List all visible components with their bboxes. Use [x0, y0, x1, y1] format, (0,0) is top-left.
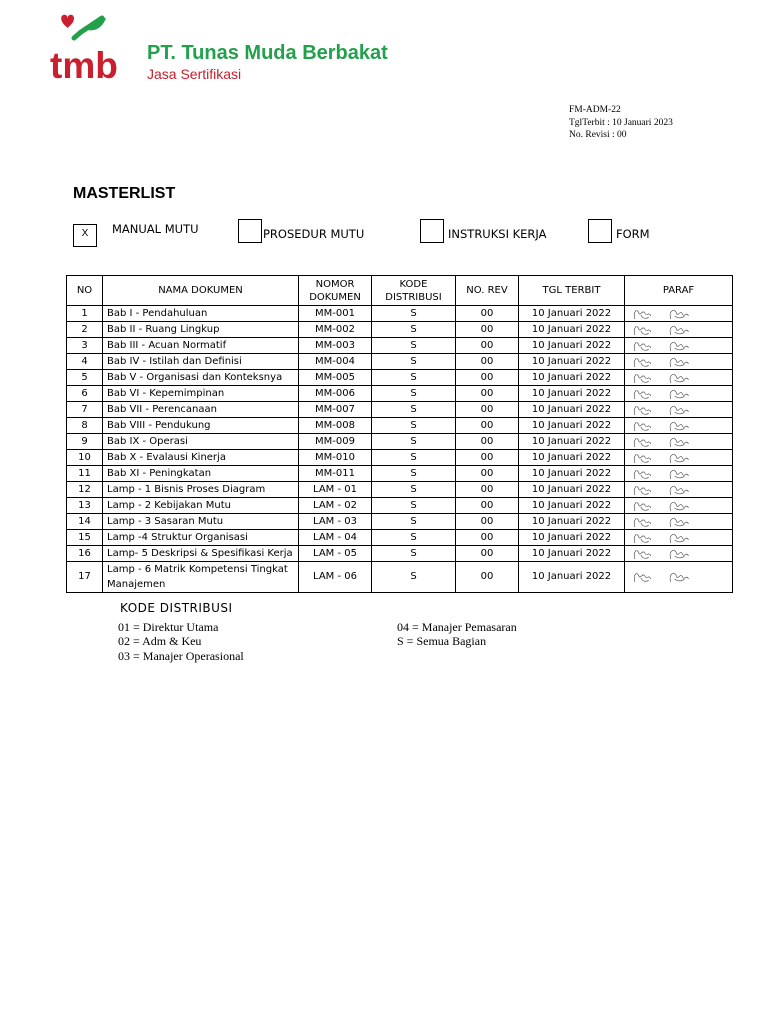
cell-no: 10 — [67, 450, 103, 466]
cell-no: 7 — [67, 402, 103, 418]
cell-tgl-terbit: 10 Januari 2022 — [519, 354, 625, 370]
cell-no: 14 — [67, 514, 103, 530]
cell-no-rev: 00 — [456, 466, 519, 482]
cell-no-rev: 00 — [456, 482, 519, 498]
cell-kode-distribusi: S — [372, 370, 456, 386]
cell-paraf — [625, 386, 733, 402]
cell-kode-distribusi: S — [372, 354, 456, 370]
cell-nama-dokumen: Bab X - Evalausi Kinerja — [103, 450, 299, 466]
kode-item: 02 = Adm & Keu — [118, 634, 202, 648]
table-row — [67, 482, 733, 498]
cell-tgl-terbit: 10 Januari 2022 — [519, 450, 625, 466]
revision-number: No. Revisi : 00 — [569, 130, 627, 140]
signature-icon — [625, 467, 732, 481]
cell-no: 17 — [67, 562, 103, 593]
cell-no-rev: 00 — [456, 498, 519, 514]
cell-tgl-terbit: 10 Januari 2022 — [519, 386, 625, 402]
cell-paraf — [625, 418, 733, 434]
cell-nama-dokumen: Bab VIII - Pendukung — [103, 418, 299, 434]
cell-kode-distribusi: S — [372, 386, 456, 402]
signature-icon — [625, 355, 732, 369]
cell-no-rev: 00 — [456, 354, 519, 370]
cell-nomor-dokumen: MM-003 — [299, 338, 372, 354]
cell-paraf — [625, 514, 733, 530]
cell-nomor-dokumen: MM-005 — [299, 370, 372, 386]
cell-nama-dokumen: Bab II - Ruang Lingkup — [103, 322, 299, 338]
cell-tgl-terbit: 10 Januari 2022 — [519, 562, 625, 593]
cell-nomor-dokumen: MM-008 — [299, 418, 372, 434]
cell-tgl-terbit: 10 Januari 2022 — [519, 466, 625, 482]
cell-nomor-dokumen: MM-004 — [299, 354, 372, 370]
cell-nomor-dokumen: MM-011 — [299, 466, 372, 482]
cell-no: 15 — [67, 530, 103, 546]
table-header-row — [67, 276, 733, 306]
cell-paraf — [625, 546, 733, 562]
cell-nama-dokumen: Lamp - 1 Bisnis Proses Diagram — [103, 482, 299, 498]
cell-no: 16 — [67, 546, 103, 562]
cell-paraf — [625, 354, 733, 370]
table-row — [67, 530, 733, 546]
table-row — [67, 546, 733, 562]
signature-icon — [625, 531, 732, 545]
cell-tgl-terbit: 10 Januari 2022 — [519, 546, 625, 562]
kode-item: 01 = Direktur Utama — [118, 620, 219, 634]
cell-tgl-terbit: 10 Januari 2022 — [519, 322, 625, 338]
cell-no-rev: 00 — [456, 450, 519, 466]
cell-kode-distribusi: S — [372, 402, 456, 418]
cell-kode-distribusi: S — [372, 530, 456, 546]
signature-icon — [625, 451, 732, 465]
company-name: PT. Tunas Muda Berbakat — [147, 42, 388, 64]
cell-nomor-dokumen: MM-010 — [299, 450, 372, 466]
signature-icon — [625, 307, 732, 321]
signature-icon — [625, 570, 732, 584]
company-tagline: Jasa Sertifikasi — [147, 66, 242, 82]
header-kode-distribusi: KODE DISTRIBUSI — [372, 276, 456, 306]
cell-nomor-dokumen: LAM - 01 — [299, 482, 372, 498]
cell-tgl-terbit: 10 Januari 2022 — [519, 306, 625, 322]
table-row — [67, 514, 733, 530]
cell-no-rev: 00 — [456, 338, 519, 354]
cell-kode-distribusi: S — [372, 562, 456, 593]
checkbox-manual-mutu[interactable]: X — [73, 224, 97, 247]
cell-tgl-terbit: 10 Januari 2022 — [519, 514, 625, 530]
cell-nama-dokumen: Bab IX - Operasi — [103, 434, 299, 450]
cell-no-rev: 00 — [456, 322, 519, 338]
cell-paraf — [625, 434, 733, 450]
cell-no: 5 — [67, 370, 103, 386]
header-no-rev: NO. REV — [456, 276, 519, 306]
cell-kode-distribusi: S — [372, 546, 456, 562]
cell-kode-distribusi: S — [372, 450, 456, 466]
cell-no-rev: 00 — [456, 418, 519, 434]
table-row — [67, 402, 733, 418]
cell-nomor-dokumen: MM-007 — [299, 402, 372, 418]
cell-tgl-terbit: 10 Januari 2022 — [519, 482, 625, 498]
table-row — [67, 466, 733, 482]
signature-icon — [625, 435, 732, 449]
checkbox-prosedur-mutu[interactable] — [238, 219, 262, 243]
cell-no: 9 — [67, 434, 103, 450]
kode-item: S = Semua Bagian — [397, 634, 487, 648]
kode-item: 04 = Manajer Pemasaran — [397, 620, 517, 634]
company-logo — [50, 14, 130, 84]
checkbox-form[interactable] — [588, 219, 612, 243]
cell-no: 6 — [67, 386, 103, 402]
label-form: FORM — [616, 227, 650, 241]
masterlist-table — [66, 275, 733, 593]
cell-nomor-dokumen: MM-006 — [299, 386, 372, 402]
cell-paraf — [625, 370, 733, 386]
cell-tgl-terbit: 10 Januari 2022 — [519, 402, 625, 418]
cell-kode-distribusi: S — [372, 338, 456, 354]
cell-no: 1 — [67, 306, 103, 322]
cell-nama-dokumen: Bab IV - Istilah dan Definisi — [103, 354, 299, 370]
cell-paraf — [625, 338, 733, 354]
kode-item: 03 = Manajer Operasional — [118, 649, 244, 663]
signature-icon — [625, 339, 732, 353]
table-row — [67, 562, 733, 593]
kode-distribusi-title: KODE DISTRIBUSI — [120, 601, 233, 615]
cell-paraf — [625, 530, 733, 546]
header-no: NO — [67, 276, 103, 306]
cell-kode-distribusi: S — [372, 322, 456, 338]
cell-paraf — [625, 322, 733, 338]
cell-kode-distribusi: S — [372, 434, 456, 450]
cell-no-rev: 00 — [456, 434, 519, 450]
cell-kode-distribusi: S — [372, 418, 456, 434]
header-nomor-dokumen: NOMOR DOKUMEN — [299, 276, 372, 306]
cell-paraf — [625, 498, 733, 514]
cell-tgl-terbit: 10 Januari 2022 — [519, 418, 625, 434]
signature-icon — [625, 371, 732, 385]
cell-no-rev: 00 — [456, 546, 519, 562]
cell-tgl-terbit: 10 Januari 2022 — [519, 530, 625, 546]
table-row — [67, 354, 733, 370]
page-title: MASTERLIST — [73, 185, 176, 202]
cell-nama-dokumen: Bab I - Pendahuluan — [103, 306, 299, 322]
issue-date: TglTerbit : 10 Januari 2023 — [569, 117, 673, 128]
cell-nama-dokumen: Bab III - Acuan Normatif — [103, 338, 299, 354]
checkbox-instruksi-kerja[interactable] — [420, 219, 444, 243]
cell-nomor-dokumen: LAM - 03 — [299, 514, 372, 530]
form-code: FM-ADM-22 — [569, 105, 621, 115]
table-row — [67, 450, 733, 466]
cell-kode-distribusi: S — [372, 466, 456, 482]
cell-no: 4 — [67, 354, 103, 370]
signature-icon — [625, 515, 732, 529]
table-row — [67, 434, 733, 450]
cell-nomor-dokumen: MM-009 — [299, 434, 372, 450]
cell-no-rev: 00 — [456, 402, 519, 418]
table-row — [67, 386, 733, 402]
document-meta — [569, 104, 673, 142]
cell-paraf — [625, 306, 733, 322]
cell-nama-dokumen: Bab VI - Kepemimpinan — [103, 386, 299, 402]
table-row — [67, 338, 733, 354]
cell-nama-dokumen: Bab VII - Perencanaan — [103, 402, 299, 418]
cell-no: 2 — [67, 322, 103, 338]
cell-tgl-terbit: 10 Januari 2022 — [519, 338, 625, 354]
cell-kode-distribusi: S — [372, 482, 456, 498]
signature-icon — [625, 547, 732, 561]
cell-paraf — [625, 450, 733, 466]
cell-paraf — [625, 482, 733, 498]
cell-nama-dokumen: Lamp- 5 Deskripsi & Spesifikasi Kerja — [103, 546, 299, 562]
cell-nama-dokumen: Bab XI - Peningkatan — [103, 466, 299, 482]
cell-paraf — [625, 466, 733, 482]
cell-nama-dokumen: Lamp - 3 Sasaran Mutu — [103, 514, 299, 530]
cell-nomor-dokumen: MM-002 — [299, 322, 372, 338]
cell-no: 8 — [67, 418, 103, 434]
cell-no-rev: 00 — [456, 306, 519, 322]
label-instruksi-kerja: INSTRUKSI KERJA — [448, 227, 547, 241]
cell-tgl-terbit: 10 Januari 2022 — [519, 498, 625, 514]
cell-tgl-terbit: 10 Januari 2022 — [519, 434, 625, 450]
cell-no: 3 — [67, 338, 103, 354]
cell-no-rev: 00 — [456, 370, 519, 386]
label-prosedur-mutu: PROSEDUR MUTU — [263, 227, 365, 241]
cell-paraf — [625, 402, 733, 418]
table-row — [67, 370, 733, 386]
cell-nomor-dokumen: LAM - 04 — [299, 530, 372, 546]
cell-paraf — [625, 562, 733, 593]
header-tgl-terbit: TGL TERBIT — [519, 276, 625, 306]
cell-nama-dokumen: Bab V - Organisasi dan Konteksnya — [103, 370, 299, 386]
cell-kode-distribusi: S — [372, 514, 456, 530]
cell-no-rev: 00 — [456, 562, 519, 593]
cell-nomor-dokumen: LAM - 05 — [299, 546, 372, 562]
cell-no-rev: 00 — [456, 386, 519, 402]
header-nama-dokumen: NAMA DOKUMEN — [103, 276, 299, 306]
table-row — [67, 306, 733, 322]
cell-no: 12 — [67, 482, 103, 498]
signature-icon — [625, 387, 732, 401]
cell-no: 11 — [67, 466, 103, 482]
cell-nama-dokumen: Lamp - 2 Kebijakan Mutu — [103, 498, 299, 514]
cell-nomor-dokumen: LAM - 06 — [299, 562, 372, 593]
signature-icon — [625, 403, 732, 417]
cell-no: 13 — [67, 498, 103, 514]
cell-nomor-dokumen: LAM - 02 — [299, 498, 372, 514]
table-row — [67, 322, 733, 338]
signature-icon — [625, 483, 732, 497]
cell-no-rev: 00 — [456, 530, 519, 546]
label-manual-mutu: MANUAL MUTU — [112, 222, 199, 236]
table-row — [67, 418, 733, 434]
signature-icon — [625, 419, 732, 433]
cell-nama-dokumen: Lamp -4 Struktur Organisasi — [103, 530, 299, 546]
cell-kode-distribusi: S — [372, 306, 456, 322]
cell-nama-dokumen: Lamp - 6 Matrik Kompetensi Tingkat Manajemen — [103, 562, 299, 593]
header-paraf: PARAF — [625, 276, 733, 306]
cell-no-rev: 00 — [456, 514, 519, 530]
cell-kode-distribusi: S — [372, 498, 456, 514]
table-row — [67, 498, 733, 514]
logo-text: tmb — [50, 45, 118, 84]
signature-icon — [625, 323, 732, 337]
cell-tgl-terbit: 10 Januari 2022 — [519, 370, 625, 386]
cell-nomor-dokumen: MM-001 — [299, 306, 372, 322]
signature-icon — [625, 499, 732, 513]
